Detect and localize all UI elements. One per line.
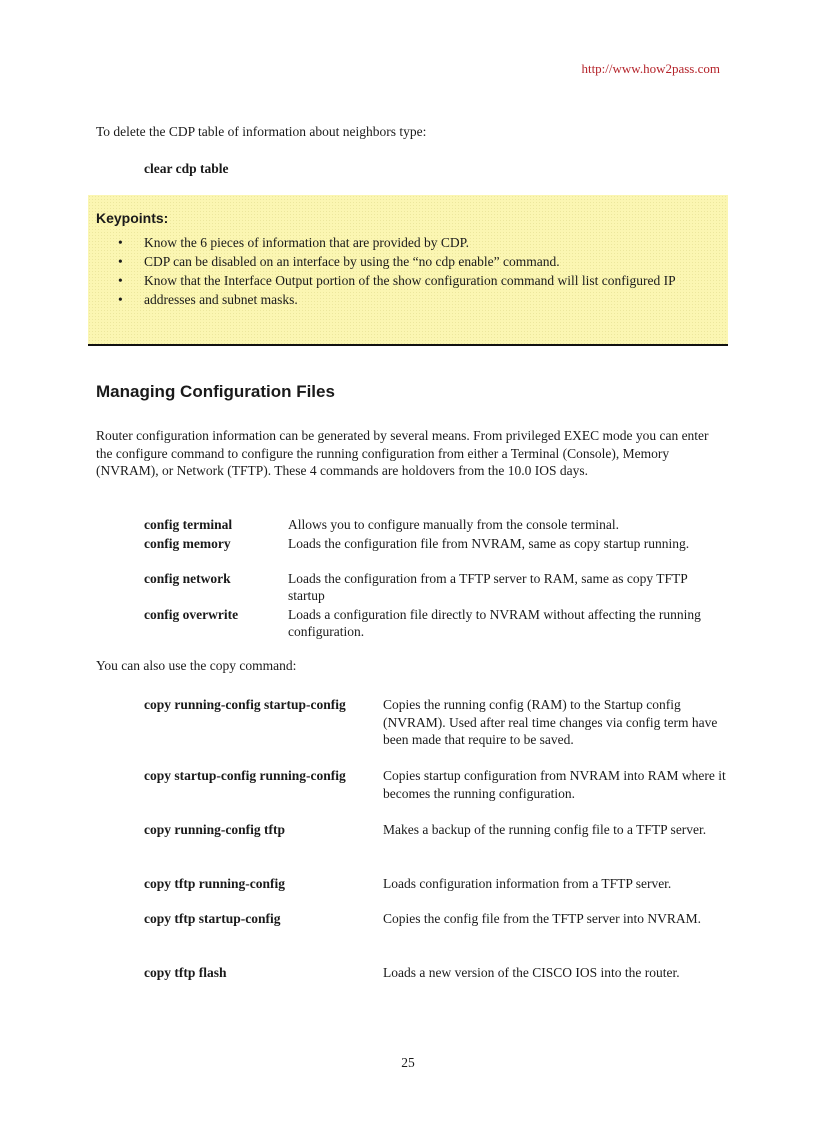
config-command-name: config network <box>144 571 231 586</box>
copy-command-name: copy running-config startup-config <box>144 697 346 712</box>
keypoint-item <box>114 253 714 271</box>
copy-command-desc: Copies startup configuration from NVRAM into RAM where it becomes the running configuration. <box>383 768 726 801</box>
copy-command-desc: Copies the running config (RAM) to the Startup config (NVRAM). Used after real time changes via config term have been made that require to be saved. <box>383 697 718 747</box>
config-command-name: config overwrite <box>144 607 239 622</box>
keypoint-text: CDP can be disabled on an interface by using the “no cdp enable” command. <box>144 254 560 269</box>
keypoint-item <box>114 234 714 252</box>
keypoint-item <box>114 272 714 290</box>
keypoint-text: Know that the Interface Output portion of the show configuration command will list configured IP <box>144 273 676 288</box>
config-command-desc: Loads the configuration from a TFTP server to RAM, same as copy TFTP startup <box>288 571 688 603</box>
keypoint-text: Know the 6 pieces of information that are provided by CDP. <box>144 235 470 250</box>
bullet-icon: • <box>118 235 123 250</box>
copy-command-desc: Makes a backup of the running config file to a TFTP server. <box>383 822 707 837</box>
copy-command-desc: Loads a new version of the CISCO IOS into the router. <box>383 965 680 980</box>
keypoint-item <box>114 291 714 309</box>
copy-intro-text: You can also use the copy command: <box>96 658 297 673</box>
keypoints-title: Keypoints: <box>96 210 169 226</box>
copy-command-name: copy tftp startup-config <box>144 911 281 926</box>
bullet-icon: • <box>118 254 123 269</box>
copy-command-name: copy tftp flash <box>144 965 227 980</box>
config-command-name: config memory <box>144 536 231 551</box>
config-command-desc: Loads a configuration file directly to NVRAM without affecting the running configuration. <box>288 607 701 639</box>
copy-command-name: copy startup-config running-config <box>144 768 346 783</box>
section-paragraph: Router configuration information can be generated by several means. From privileged EXEC mode you can enter the configure command to configure the running configuration from either a Terminal (Console), Memory (NVRAM), or Network (TFTP). These 4 commands are holdovers from the 10.0 IOS days. <box>96 428 709 479</box>
copy-command-desc: Copies the config file from the TFTP server into NVRAM. <box>383 911 701 926</box>
section-heading: Managing Configuration Files <box>96 382 335 401</box>
header-url-link[interactable]: http://www.how2pass.com <box>581 61 720 76</box>
copy-command-name: copy running-config tftp <box>144 822 286 837</box>
copy-command-desc: Loads configuration information from a TFTP server. <box>383 876 672 891</box>
config-command-desc: Loads the configuration file from NVRAM, same as copy startup running. <box>288 536 690 551</box>
config-command-name: config terminal <box>144 517 233 532</box>
keypoint-text: addresses and subnet masks. <box>144 292 298 307</box>
intro-text: To delete the CDP table of information about neighbors type: <box>96 124 427 139</box>
clear-cdp-command: clear cdp table <box>144 161 229 176</box>
copy-command-name: copy tftp running-config <box>144 876 286 891</box>
page-number: 25 <box>401 1055 415 1070</box>
config-command-desc: Allows you to configure manually from the console terminal. <box>288 517 620 532</box>
keypoints-box <box>88 195 728 346</box>
keypoints-list <box>114 234 714 310</box>
bullet-icon: • <box>118 273 123 288</box>
bullet-icon: • <box>118 292 123 307</box>
